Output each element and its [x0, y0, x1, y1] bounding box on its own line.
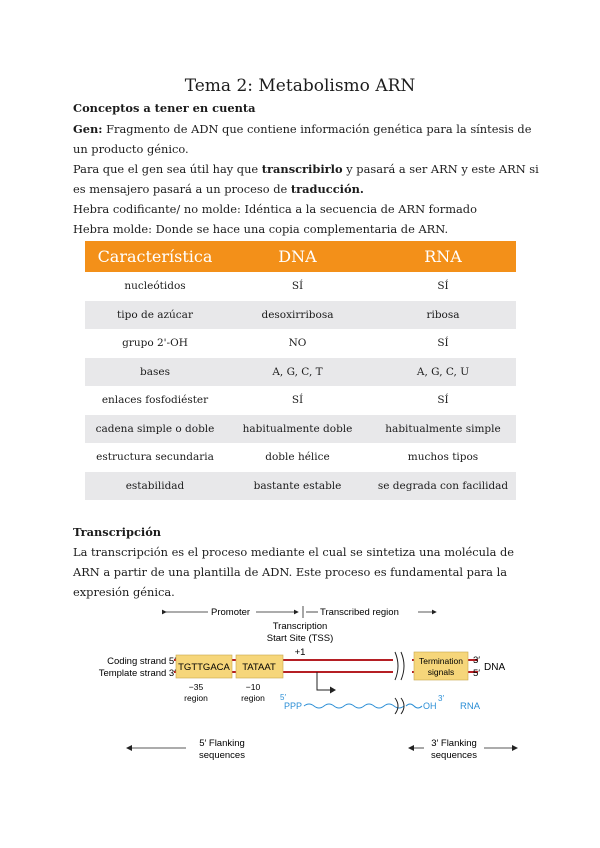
flank3-sequences-label: sequences	[431, 750, 477, 761]
table-cell: NO	[288, 337, 307, 350]
page-title: Tema 2: Metabolismo ARN	[184, 76, 416, 96]
gen-text: Fragmento de ADN que contiene información genética para la síntesis de	[102, 122, 532, 136]
table-cell: A, G, C, T	[225, 358, 370, 387]
table-cell: habitualmente doble	[225, 415, 370, 444]
table-cell: muchos tipos	[407, 451, 479, 464]
rna-label: RNA	[460, 701, 481, 712]
table-row	[85, 415, 516, 444]
header-rna: RNA	[370, 241, 516, 272]
minus35-sequence: TGTTGACA	[178, 662, 230, 673]
flank5-sequences-label: sequences	[199, 750, 245, 761]
promoter-label: Promoter	[211, 607, 251, 618]
table-cell: SÍ	[291, 280, 304, 293]
table-cell: doble hélice	[265, 451, 330, 464]
rna-ppp: PPP	[284, 701, 303, 711]
table-cell: ribosa	[370, 301, 516, 330]
header-caracteristica: Característica	[85, 241, 225, 272]
transcription-diagram	[68, 600, 538, 772]
table-row	[85, 443, 516, 472]
para-text-c: y pasará a ser ARN y este ARN si	[342, 162, 539, 176]
gen-text-line2: un producto génico.	[73, 142, 189, 156]
coding-3prime: 3′	[473, 655, 481, 666]
tss-label-line1: Transcription	[272, 621, 328, 632]
transcripcion-line1: La transcripción es el proceso mediante el cual se sintetiza una molécula de	[73, 545, 515, 559]
table-row	[85, 272, 516, 301]
termination-label-1: Termination	[419, 656, 463, 666]
transcripcion-line3: expresión génica.	[73, 585, 175, 599]
table-cell: se degrada con facilidad	[370, 472, 516, 501]
tss-arrowhead	[330, 687, 336, 694]
section-heading-conceptos: Conceptos a tener en cuenta	[73, 101, 256, 115]
table-cell: estructura secundaria	[96, 451, 214, 464]
table-header-row	[85, 241, 516, 272]
table-cell: enlaces fosfodiéster	[101, 394, 209, 407]
template-5prime: 5′	[473, 668, 481, 679]
table-cell: nucleótidos	[124, 280, 186, 293]
table-cell: desoxirribosa	[225, 301, 370, 330]
hebra-molde-line: Hebra molde: Donde se hace una copia complementaria de ARN.	[73, 222, 449, 236]
rna-break-left	[395, 698, 398, 714]
table-cell: A, G, C, U	[370, 358, 516, 387]
flank3-label: 3′ Flanking	[431, 738, 477, 749]
dna-rna-comparison-table	[85, 241, 516, 500]
rna-wavy-line	[304, 704, 404, 708]
flank3-arrowhead-left	[408, 745, 414, 751]
gen-label: Gen:	[73, 122, 103, 136]
template-strand-label: Template strand 3′	[98, 668, 176, 679]
gen-definition	[73, 119, 531, 139]
table-cell: tipo de azúcar	[85, 301, 225, 330]
table-cell: bases	[85, 358, 225, 387]
tss-arrow	[317, 672, 330, 690]
minus35-region-label: region	[184, 693, 208, 703]
table-cell: SÍ	[437, 280, 449, 293]
para-bold-transcribirlo: transcribirlo	[261, 162, 343, 176]
rna-5prime: 5′	[280, 693, 286, 702]
table-cell: grupo 2'-OH	[122, 337, 188, 350]
dna-label: DNA	[484, 662, 506, 673]
table-cell: SÍ	[437, 394, 449, 407]
flank5-arrowhead	[126, 745, 132, 751]
table-cell: bastante estable	[225, 472, 370, 501]
transcribed-region-label: Transcribed region	[320, 607, 399, 618]
table-cell: SÍ	[437, 337, 449, 350]
transcripcion-line2: ARN a partir de una plantilla de ADN. Este proceso es fundamental para la	[73, 565, 508, 579]
para-text-a: Para que el gen sea útil hay que	[73, 162, 262, 176]
section-heading-transcripcion: Transcripción	[73, 525, 162, 539]
tss-plus-one: +1	[294, 647, 306, 658]
table-cell: habitualmente simple	[370, 415, 516, 444]
rna-break-right	[401, 698, 404, 714]
flank3-arrowhead-right	[512, 745, 518, 751]
table-row	[85, 358, 516, 387]
table-cell: estabilidad	[85, 472, 225, 501]
table-cell: SÍ	[291, 394, 304, 407]
header-dna: DNA	[225, 241, 370, 272]
flank5-label: 5′ Flanking	[199, 738, 245, 749]
hebra-codificante-line: Hebra codificante/ no molde: Idéntica a la secuencia de ARN formado	[73, 202, 477, 216]
table-row	[85, 329, 516, 358]
minus35-label: −35	[188, 682, 204, 692]
rna-wavy-line-end	[406, 704, 422, 708]
minus10-sequence: TATAAT	[242, 662, 276, 673]
rna-oh: OH	[423, 701, 437, 711]
break-mark-right	[401, 652, 404, 680]
paragraph-traduccion	[73, 179, 364, 199]
table-row	[85, 386, 516, 415]
termination-label-2: signals	[427, 667, 455, 677]
tss-label-line2: Start Site (TSS)	[266, 633, 334, 644]
table-row	[85, 301, 516, 330]
minus10-label: −10	[245, 682, 261, 692]
para2-bold-traduccion: traducción.	[290, 182, 364, 196]
paragraph-transcribir	[73, 159, 539, 179]
table-cell: cadena simple o doble	[85, 415, 225, 444]
table-row	[85, 472, 516, 501]
para2-text-a: es mensajero pasará a un proceso de	[73, 182, 291, 196]
coding-strand-label: Coding strand 5′	[107, 656, 176, 667]
minus10-region-label: region	[241, 693, 265, 703]
break-mark-left	[395, 652, 398, 680]
rna-3prime: 3′	[438, 694, 444, 703]
